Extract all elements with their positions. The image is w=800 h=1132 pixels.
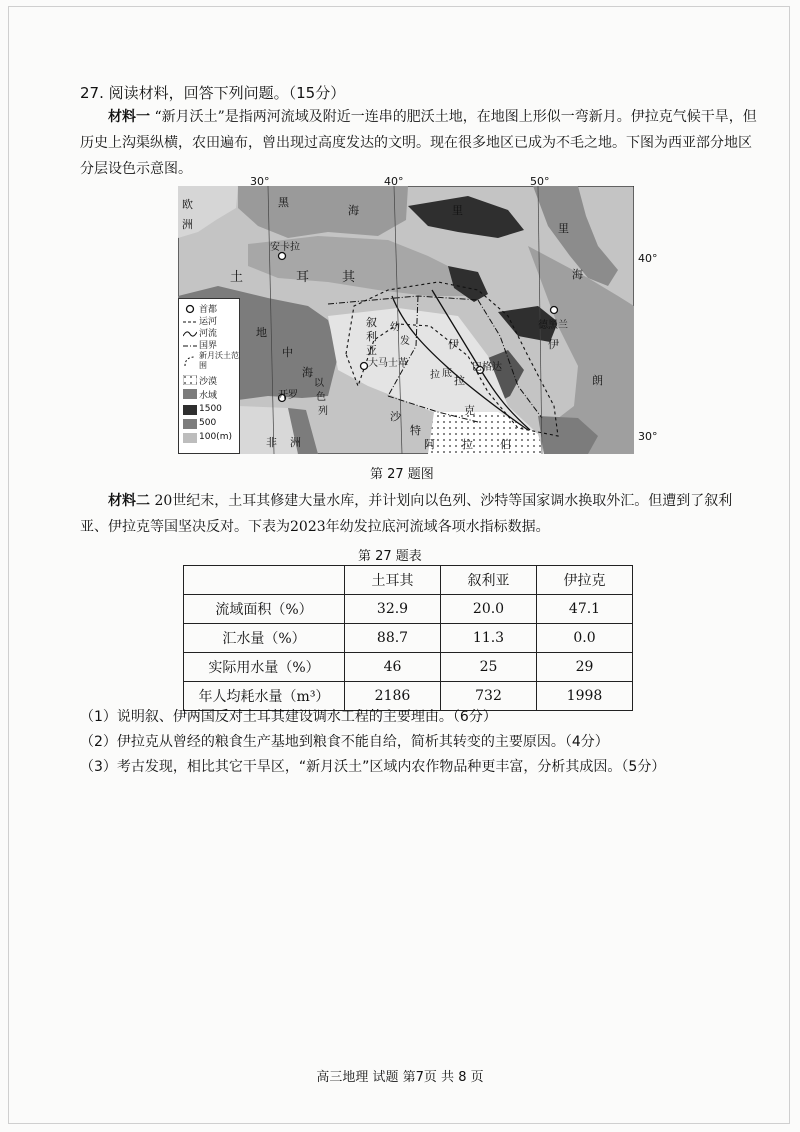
- cell-value: 47.1: [537, 595, 633, 624]
- material-two-label: 材料二: [108, 493, 150, 509]
- table-row: [184, 595, 633, 624]
- legend-elev-low-icon: [183, 433, 197, 443]
- legend-elev-high-icon: [183, 405, 197, 415]
- legend-elev-high-label: 1500: [199, 404, 222, 414]
- subquestion-3: （3）考古发现，相比其它干旱区，“新月沃土”区域内农作物品种更丰富，分析其成因。（5分）: [80, 759, 666, 775]
- legend-canal-label: 运河: [199, 317, 218, 327]
- legend-capital-label: 首都: [199, 305, 218, 315]
- table-header-syria: 叙利亚: [441, 566, 537, 595]
- cell-value: 32.9: [345, 595, 441, 624]
- map-figure: [178, 175, 658, 454]
- label-damascus: 大马士革: [368, 358, 408, 369]
- label-africa-1: 非: [266, 436, 277, 449]
- capital-damascus: [361, 363, 368, 370]
- label-turkey-1: 土: [230, 270, 244, 285]
- cell-value: 11.3: [441, 624, 537, 653]
- legend-river-label: 河流: [199, 329, 218, 339]
- legend-water-icon: [183, 389, 197, 399]
- table-row: [184, 624, 633, 653]
- cell-value: 2186: [345, 682, 441, 711]
- label-black-sea-1: 黑: [278, 196, 289, 209]
- cell-value: 46: [345, 653, 441, 682]
- legend-crescent-label: 新月沃土范围: [199, 351, 239, 370]
- label-arabia-3: 伯: [500, 438, 511, 451]
- label-europe-1: 欧: [182, 198, 193, 211]
- capital-ankara: [279, 253, 286, 260]
- label-saudi-2: 特: [410, 424, 421, 437]
- label-syria-1: 叙: [366, 316, 377, 329]
- water-index-table: [183, 565, 633, 711]
- question-title: 27. 阅读材料，回答下列问题。（15分）: [80, 84, 346, 102]
- legend-elev-mid-label: 500: [199, 418, 217, 428]
- page-footer: 高三地理 试题 第7页 共 8 页: [316, 1070, 484, 1085]
- row-label: 年人均耗水量（m³）: [184, 682, 345, 711]
- label-africa-2: 洲: [290, 436, 301, 449]
- label-euphrates-3: 拉: [430, 370, 440, 381]
- label-iran-1: 伊: [548, 338, 559, 351]
- material-one: [80, 104, 760, 182]
- cell-value: 29: [537, 653, 633, 682]
- cell-value: 732: [441, 682, 537, 711]
- lon-30-label: 30°: [250, 175, 270, 188]
- label-ankara: 安卡拉: [270, 242, 300, 253]
- legend-desert-icon: [183, 375, 197, 385]
- subquestions: [80, 705, 760, 780]
- table-header-iraq: 伊拉克: [537, 566, 633, 595]
- label-caspian-1: 里: [452, 204, 463, 217]
- cell-value: 88.7: [345, 624, 441, 653]
- table-header-row: [184, 566, 633, 595]
- label-euphrates-4: 底: [442, 368, 452, 379]
- table-row: [184, 653, 633, 682]
- label-arabia-2: 拉: [462, 438, 473, 451]
- label-iraq-1: 伊: [448, 338, 459, 351]
- label-turkey-2: 耳: [296, 270, 310, 285]
- label-iran-2: 朗: [592, 374, 603, 387]
- label-caspian-2: 里: [558, 222, 569, 235]
- label-euphrates-1: 幼: [390, 322, 400, 333]
- label-med-1: 地: [256, 326, 267, 339]
- lon-50-label: 50°: [530, 175, 550, 188]
- legend-crescent-icon: [183, 355, 197, 367]
- row-label: 流域面积（%）: [184, 595, 345, 624]
- lon-40-label: 40°: [384, 175, 404, 188]
- cell-value: 1998: [537, 682, 633, 711]
- label-black-sea-2: 海: [348, 204, 359, 217]
- legend-border-label: 国界: [199, 341, 218, 351]
- subquestion-1: （1）说明叙、伊两国反对土耳其建设调水工程的主要理由。（6分）: [80, 709, 497, 725]
- label-med-2: 中: [282, 346, 293, 359]
- legend-capital-icon: [183, 303, 197, 315]
- map-legend: [178, 298, 240, 454]
- subquestion-2: （2）伊拉克从曾经的粮食生产基地到粮食不能自给，简析其转变的主要原因。（4分）: [80, 734, 609, 750]
- label-saudi-1: 沙: [390, 410, 401, 423]
- label-baghdad: 巴格达: [472, 362, 502, 373]
- lat-40-label: 40°: [638, 252, 658, 265]
- label-israel-2: 色: [316, 392, 326, 403]
- cell-value: 25: [441, 653, 537, 682]
- legend-river-icon: [183, 329, 197, 339]
- legend-elev-mid-icon: [183, 419, 197, 429]
- legend-canal-icon: [183, 317, 197, 327]
- legend-water-label: 水域: [199, 391, 218, 401]
- label-cairo: 开罗: [278, 390, 298, 401]
- row-label: 汇水量（%）: [184, 624, 345, 653]
- label-europe-2: 洲: [182, 218, 193, 231]
- label-israel-3: 列: [318, 406, 328, 417]
- row-label: 实际用水量（%）: [184, 653, 345, 682]
- label-tehran: 德黑兰: [538, 320, 568, 331]
- table-header-turkey: 土耳其: [345, 566, 441, 595]
- material-one-label: 材料一: [108, 109, 150, 125]
- table-header-blank: [184, 566, 345, 595]
- label-syria-2: 利: [366, 330, 377, 343]
- capital-tehran: [551, 307, 558, 314]
- legend-border-icon: [183, 341, 197, 351]
- material-two: [80, 488, 760, 540]
- material-one-text: “新月沃土”是指两河流域及附近一连串的肥沃土地，在地图上形似一弯新月。伊拉克气候干旱，但历史上沟渠纵横，农田遍布，曾出现过高度发达的文明。现在很多地区已成为不毛之地。下图为西亚部分地区分层设色示意图。: [80, 109, 757, 177]
- legend-elev-low-label: 100(m): [199, 432, 232, 442]
- label-caspian-3: 海: [572, 268, 583, 281]
- label-turkey-3: 其: [342, 270, 356, 285]
- lat-30-label: 30°: [638, 430, 658, 443]
- label-euphrates-2: 发: [400, 336, 410, 347]
- figure-caption: 第 27 题图: [370, 467, 434, 482]
- label-israel-1: 以: [314, 378, 324, 389]
- legend-desert-label: 沙漠: [199, 377, 218, 387]
- label-med-3: 海: [302, 366, 313, 379]
- label-arabia-1: 阿: [424, 438, 435, 451]
- label-iraq-2: 拉: [454, 374, 465, 387]
- material-two-text: 20世纪末，土耳其修建大量水库，并计划向以色列、沙特等国家调水换取外汇。但遭到了叙利亚、伊拉克等国坚决反对。下表为2023年幼发拉底河流域各项水指标数据。: [80, 493, 733, 535]
- cell-value: 0.0: [537, 624, 633, 653]
- label-iraq-3: 克: [464, 404, 475, 417]
- cell-value: 20.0: [441, 595, 537, 624]
- table-caption: 第 27 题表: [358, 549, 422, 564]
- label-syria-3: 亚: [366, 344, 377, 357]
